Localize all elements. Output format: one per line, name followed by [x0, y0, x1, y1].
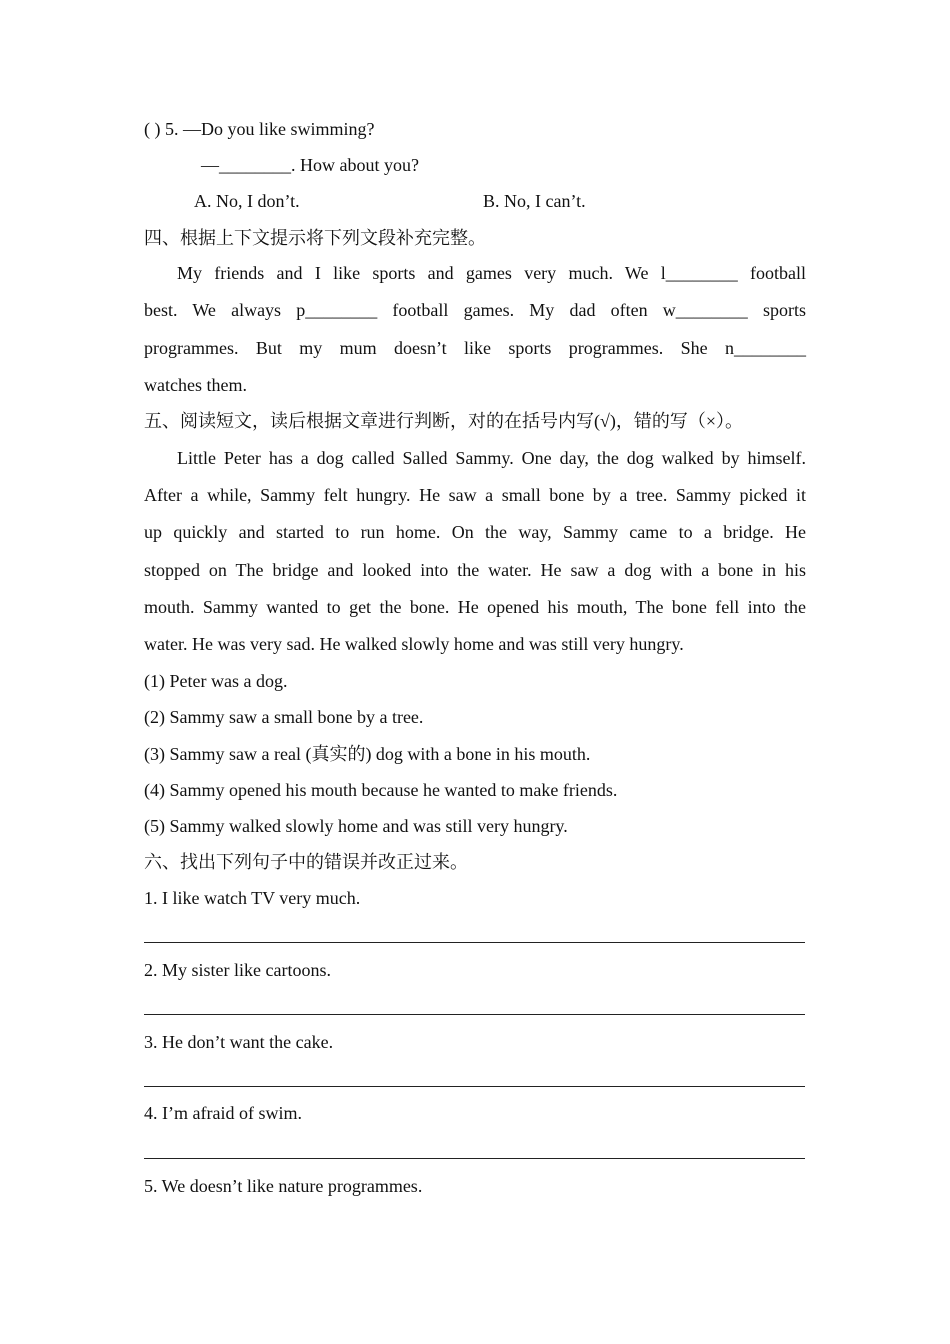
- correction-item: 3. He don’t want the cake.: [144, 1032, 334, 1052]
- passage-line: stopped on The bridge and looked into the water. He saw a dog with a bone in his: [144, 560, 806, 580]
- answer-line[interactable]: [144, 1158, 805, 1159]
- section4-line: best. We always p________ football games. My dad often w________ sports: [144, 300, 806, 320]
- statement: (1) Peter was a dog.: [144, 671, 288, 691]
- statement: (3) Sammy saw a real (真实的) dog with a bone in his mouth.: [144, 744, 591, 764]
- answer-line[interactable]: [144, 1014, 805, 1015]
- section4-line: programmes. But my mum doesn’t like sports programmes. She n________: [144, 338, 806, 358]
- passage-line: Little Peter has a dog called Salled Sammy. One day, the dog walked by himself.: [177, 448, 806, 468]
- correction-item: 1. I like watch TV very much.: [144, 888, 361, 908]
- answer-line[interactable]: [144, 1086, 805, 1087]
- passage-line: up quickly and started to run home. On the way, Sammy came to a bridge. He: [144, 522, 806, 542]
- correction-item: 4. I’m afraid of swim.: [144, 1103, 302, 1123]
- statement: (5) Sammy walked slowly home and was still very hungry.: [144, 816, 568, 836]
- q5-option-b: B. No, I can’t.: [483, 191, 586, 211]
- q5-option-a: A. No, I don’t.: [194, 191, 300, 211]
- statement: (4) Sammy opened his mouth because he wanted to make friends.: [144, 780, 618, 800]
- section6-heading: 六、找出下列句子中的错误并改正过来。: [144, 852, 468, 872]
- q5-reply: —________. How about you?: [201, 155, 419, 175]
- passage-line: mouth. Sammy wanted to get the bone. He opened his mouth, The bone fell into the: [144, 597, 806, 617]
- section4-line: My friends and I like sports and games very much. We l________ football: [177, 263, 806, 283]
- passage-line: water. He was very sad. He walked slowly home and was still very hungry.: [144, 634, 684, 654]
- section4-heading: 四、根据上下文提示将下列文段补充完整。: [144, 228, 486, 248]
- q5-stem: ( ) 5. —Do you like swimming?: [144, 119, 375, 139]
- section4-line: watches them.: [144, 375, 247, 395]
- statement: (2) Sammy saw a small bone by a tree.: [144, 707, 424, 727]
- passage-line: After a while, Sammy felt hungry. He saw a small bone by a tree. Sammy picked it: [144, 485, 806, 505]
- correction-item: 2. My sister like cartoons.: [144, 960, 331, 980]
- answer-line[interactable]: [144, 942, 805, 943]
- correction-item: 5. We doesn’t like nature programmes.: [144, 1176, 423, 1196]
- section5-heading: 五、阅读短文，读后根据文章进行判断，对的在括号内写(√)，错的写（×）。: [144, 411, 744, 431]
